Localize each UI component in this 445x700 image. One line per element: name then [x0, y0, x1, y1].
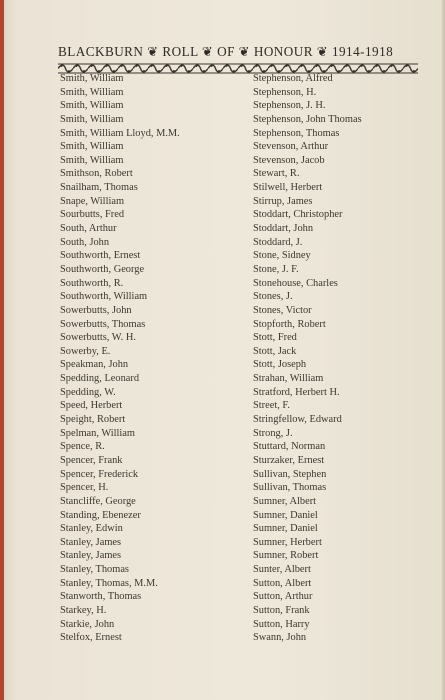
roll-entry: Spencer, H. [60, 482, 109, 494]
roll-entry: Sumner, Robert [253, 550, 319, 562]
roll-entry: Stone, Sidney [253, 250, 311, 262]
roll-entry: Sowerbutts, W. H. [60, 332, 136, 344]
roll-entry: Smith, William [60, 100, 124, 112]
roll-entry: Sutton, Harry [253, 618, 310, 630]
roll-entry: Stephenson, John Thomas [253, 113, 362, 125]
roll-entry: Stirrup, James [253, 195, 313, 207]
roll-entry: Starkey, H. [60, 604, 107, 616]
roll-entry: Sullivan, Thomas [253, 482, 327, 494]
roll-entry: Sourbutts, Fred [60, 209, 125, 221]
roll-entry: Stott, Jack [253, 345, 297, 357]
roll-entry: Sumner, Herbert [253, 536, 322, 548]
roll-entry: Sutton, Frank [253, 604, 310, 616]
roll-entry: Strahan, William [253, 373, 324, 385]
roll-entry: Sturzaker, Ernest [253, 454, 325, 466]
roll-entry: Stanley, James [60, 550, 122, 562]
roll-entry: Smith, William [60, 154, 124, 166]
roll-entry: Southworth, Ernest [60, 250, 141, 262]
roll-entry: Stanley, James [60, 536, 122, 548]
roll-entry: Sowerbutts, John [60, 304, 132, 316]
roll-entry: Stuttard, Norman [253, 441, 326, 453]
roll-entry: Spedding, W. [60, 386, 116, 398]
roll-entry: Stanley, Edwin [60, 523, 123, 535]
roll-entry: Stanley, Thomas [60, 564, 129, 576]
roll-entry: Spencer, Frank [60, 454, 123, 466]
roll-entry: Speight, Robert [60, 414, 126, 426]
roll-entry: Snape, William [60, 195, 125, 207]
roll-entry: Stoddard, J. [253, 236, 303, 248]
roll-entry: Stancliffe, George [60, 495, 136, 507]
roll-entry: Smith, William [60, 141, 124, 153]
roll-entry: Snailham, Thomas [60, 182, 138, 194]
roll-entry: Stopforth, Robert [253, 318, 326, 330]
roll-entry: Spencer, Frederick [60, 468, 139, 480]
roll-entry: Stewart, R. [253, 168, 300, 180]
roll-entry: Stonehouse, Charles [253, 277, 338, 289]
roll-entry: Smith, William Lloyd, M.M. [60, 127, 180, 139]
roll-entry: Southworth, George [60, 263, 145, 275]
roll-entry: Stanworth, Thomas [60, 591, 142, 603]
roll-entry: Stevenson, Arthur [253, 141, 329, 153]
roll-entry: Smith, William [60, 113, 124, 125]
roll-entry: Smithson, Robert [60, 168, 133, 180]
roll-entry: Speakman, John [60, 359, 129, 371]
roll-entry: Stott, Joseph [253, 359, 307, 371]
roll-entry: Stephenson, Thomas [253, 127, 340, 139]
roll-entry: Stelfox, Ernest [60, 632, 122, 644]
roll-entry: Spelman, William [60, 427, 136, 439]
roll-entry: Spence, R. [60, 441, 105, 453]
roll-entry: Smith, William [60, 86, 124, 98]
roll-entry: Stringfellow, Edward [253, 414, 342, 426]
roll-entry: Sumner, Daniel [253, 509, 318, 521]
roll-entry: Speed, Herbert [60, 400, 123, 412]
roll-entry: Stephenson, Alfred [253, 73, 333, 84]
roll-entry: Sunter, Albert [253, 564, 311, 576]
binding-edge [0, 0, 4, 700]
roll-entry: Stoddart, John [253, 223, 314, 235]
roll-entry: Sumner, Albert [253, 495, 317, 507]
roll-entry: Southworth, William [60, 291, 148, 303]
roll-entry: Sowerbutts, Thomas [60, 318, 146, 330]
roll-entry: Stratford, Herbert H. [253, 386, 340, 398]
roll-entry: Stanley, Thomas, M.M. [60, 577, 158, 589]
roll-entry: Stephenson, J. H. [253, 100, 326, 112]
page-title: BLACKBURN ❦ ROLL ❦ OF ❦ HONOUR ❦ 1914-1918 [58, 44, 394, 59]
roll-entry: Street, F. [253, 400, 290, 412]
roll-entry: Sowerby, E. [60, 345, 111, 357]
roll-entry: Stephenson, H. [253, 86, 317, 98]
roll-entry: Southworth, R. [60, 277, 124, 289]
roll-entry: Smith, William [60, 73, 124, 84]
roll-entry: Sutton, Arthur [253, 591, 313, 603]
roll-entry: Starkie, John [60, 618, 115, 630]
roll-entry: Strong, J. [253, 427, 293, 439]
roll-entry: Spedding, Leonard [60, 373, 140, 385]
roll-entry: Stevenson, Jacob [253, 154, 325, 166]
roll-entry: Stone, J. F. [253, 263, 299, 275]
right-name-column [253, 72, 438, 645]
roll-entry: Standing, Ebenezer [60, 509, 141, 521]
roll-entry: Swann, John [253, 632, 307, 644]
roll-entry: Stoddart, Christopher [253, 209, 343, 221]
left-name-column [60, 72, 250, 645]
roll-entry: Stones, Victor [253, 304, 312, 316]
roll-entry: South, Arthur [60, 223, 117, 235]
roll-entry: Stott, Fred [253, 332, 297, 344]
roll-entry: Sumner, Daniel [253, 523, 318, 535]
roll-entry: Sutton, Albert [253, 577, 312, 589]
roll-entry: South, John [60, 236, 110, 248]
roll-entry: Stilwell, Herbert [253, 182, 323, 194]
roll-entry: Sullivan, Stephen [253, 468, 327, 480]
roll-entry: Stones, J. [253, 291, 293, 303]
